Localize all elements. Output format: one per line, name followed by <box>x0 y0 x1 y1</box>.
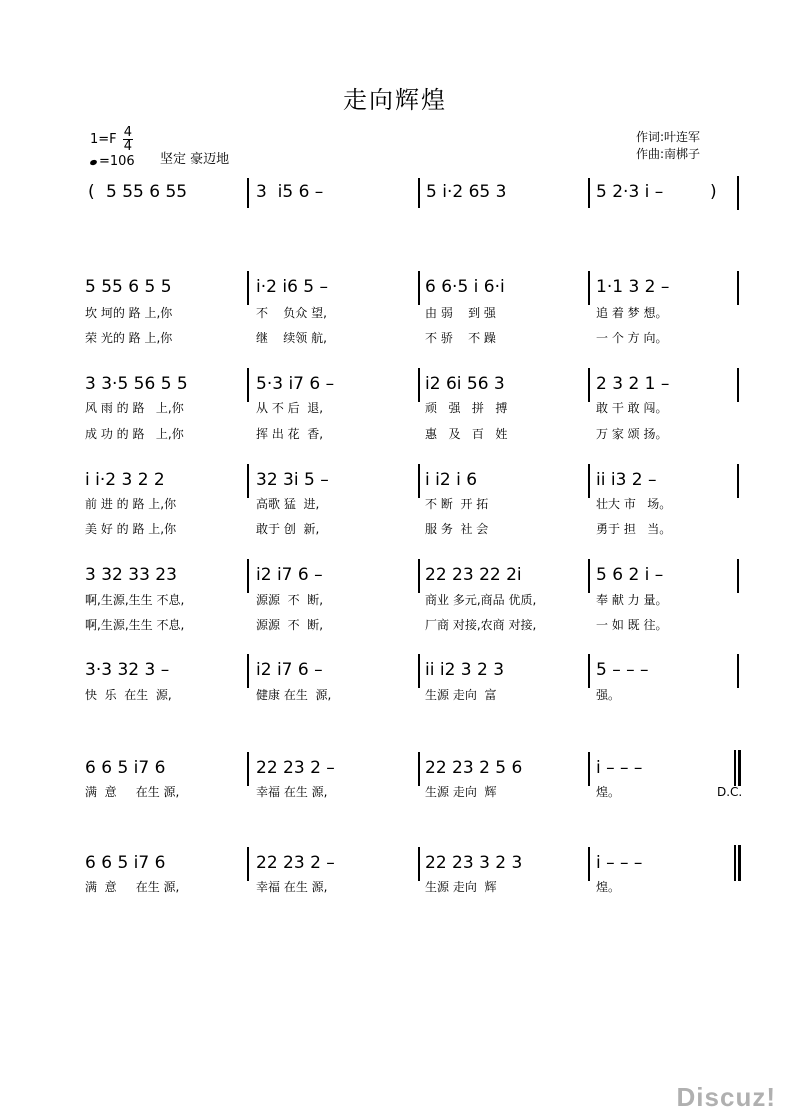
measure: 5 6 2 i – <box>596 565 664 585</box>
measure: 5 – – – <box>596 660 649 680</box>
barline <box>247 752 249 786</box>
intro-open-bracket: ( <box>88 182 95 202</box>
barline <box>588 654 590 688</box>
lyricist: 作词:叶连军 <box>636 130 701 144</box>
intro-measure-3: 5 i·2 65 3 <box>426 182 507 202</box>
barline <box>247 559 249 593</box>
measure: 6 6·5 i 6·i <box>425 277 505 297</box>
barline <box>737 654 739 688</box>
barline <box>588 368 590 402</box>
lyric: 不 断 开 拓 <box>425 497 489 511</box>
lyric: 不 负众 望, <box>256 306 327 320</box>
barline <box>247 464 249 498</box>
final-barline-thin <box>734 845 736 881</box>
lyric: 惠 及 百 姓 <box>425 427 508 441</box>
quarter-note-icon <box>89 159 97 166</box>
measure: i i2 i 6 <box>425 470 478 490</box>
measure: i·2 i6 5 – <box>256 277 329 297</box>
barline <box>737 464 739 498</box>
intro-measure-2: 3 i5 6 – <box>256 182 324 202</box>
final-barline-thin <box>734 750 736 786</box>
da-capo-mark: D.C. <box>717 785 743 799</box>
measure: 22 23 2 – <box>256 758 335 778</box>
barline <box>247 654 249 688</box>
lyric: 满 意 在生 源, <box>85 785 180 799</box>
time-signature: $\frac{4}{4}$ <box>123 125 133 154</box>
lyric: 壮大 市 场。 <box>596 497 672 511</box>
lyric: 啊,生源,生生 不息, <box>85 593 185 607</box>
barline <box>588 559 590 593</box>
barline <box>247 178 249 208</box>
measure: i – – – <box>596 758 643 778</box>
page-title: 走向辉煌 <box>343 86 447 114</box>
lyric: 幸福 在生 源, <box>256 785 328 799</box>
barline <box>418 752 420 786</box>
composer: 作曲:南梆子 <box>636 147 701 161</box>
lyric: 高歌 猛 进, <box>256 497 320 511</box>
lyric: 风 雨 的 路 上,你 <box>85 401 184 415</box>
measure: i2 i7 6 – <box>256 565 323 585</box>
lyric: 追 着 梦 想。 <box>596 306 668 320</box>
lyric: 强。 <box>596 688 621 702</box>
intro-measure-1: 5 55 6 55 <box>106 182 188 202</box>
barline <box>588 464 590 498</box>
measure: 22 23 2 5 6 <box>425 758 523 778</box>
lyric: 源源 不 断, <box>256 593 324 607</box>
measure: 5·3 i7 6 – <box>256 374 335 394</box>
lyric: 一 个 方 向。 <box>596 331 668 345</box>
measure: i – – – <box>596 853 643 873</box>
barline <box>588 271 590 305</box>
measure: 22 23 2 – <box>256 853 335 873</box>
lyric: 荣 光的 路 上,你 <box>85 331 173 345</box>
measure: i2 i7 6 – <box>256 660 323 680</box>
lyric: 啊,生源,生生 不息, <box>85 618 185 632</box>
barline <box>418 178 420 208</box>
measure: 22 23 3 2 3 <box>425 853 523 873</box>
barline <box>418 464 420 498</box>
lyric: 厂商 对接,农商 对接, <box>425 618 537 632</box>
measure: 6 6 5 i7 6 <box>85 853 166 873</box>
lyric: 生源 走向 辉 <box>425 785 497 799</box>
key-label: 1=F <box>90 132 117 147</box>
barline <box>737 368 739 402</box>
measure: 3 3·5 56 5 5 <box>85 374 188 394</box>
lyric: 煌。 <box>596 785 621 799</box>
final-barline-thick <box>738 750 741 786</box>
lyric: 满 意 在生 源, <box>85 880 180 894</box>
lyric: 美 好 的 路 上,你 <box>85 522 177 536</box>
lyric: 健康 在生 源, <box>256 688 332 702</box>
lyric: 商业 多元,商品 优质, <box>425 593 537 607</box>
measure: 5 55 6 5 5 <box>85 277 172 297</box>
lyric: 生源 走向 辉 <box>425 880 497 894</box>
lyric: 从 不 后 退, <box>256 401 324 415</box>
lyric: 挥 出 花 香, <box>256 427 324 441</box>
barline <box>737 271 739 305</box>
barline <box>737 559 739 593</box>
measure: ii i3 2 – <box>596 470 657 490</box>
intro-measure-4: 5 2·3 i – <box>596 182 664 202</box>
lyric: 源源 不 断, <box>256 618 324 632</box>
measure: 3·3 32 3 – <box>85 660 170 680</box>
lyric: 敢 干 敢 闯。 <box>596 401 668 415</box>
barline <box>418 271 420 305</box>
barline <box>418 654 420 688</box>
lyric: 快 乐 在生 源, <box>85 688 172 702</box>
lyric: 服 务 社 会 <box>425 522 489 536</box>
barline <box>588 847 590 881</box>
barline <box>418 559 420 593</box>
lyric: 由 弱 到 强 <box>425 306 496 320</box>
lyric: 奉 献 力 量。 <box>596 593 668 607</box>
lyric: 一 如 既 往。 <box>596 618 668 632</box>
measure: 1·1 3 2 – <box>596 277 670 297</box>
measure: 3 32 33 23 <box>85 565 177 585</box>
measure: i i·2 3 2 2 <box>85 470 165 490</box>
measure: 2 3 2 1 – <box>596 374 670 394</box>
lyric: 前 进 的 路 上,你 <box>85 497 177 511</box>
barline <box>588 752 590 786</box>
barline <box>418 368 420 402</box>
barline <box>588 178 590 208</box>
lyric: 不 骄 不 躁 <box>425 331 496 345</box>
intro-close-bracket: ) <box>710 182 717 202</box>
lyric: 坎 坷的 路 上,你 <box>85 306 173 320</box>
measure: i2 6i 56 3 <box>425 374 505 394</box>
expression-marking: 坚定 豪迈地 <box>160 152 230 167</box>
measure: 6 6 5 i7 6 <box>85 758 166 778</box>
lyric: 煌。 <box>596 880 621 894</box>
tempo-marking: =106 <box>90 154 135 169</box>
barline <box>737 176 739 210</box>
lyric: 顽 强 拼 搏 <box>425 401 508 415</box>
key-signature <box>90 126 133 153</box>
lyric: 敢于 创 新, <box>256 522 320 536</box>
lyric: 幸福 在生 源, <box>256 880 328 894</box>
watermark-logo: Discuz! <box>676 1082 776 1112</box>
final-barline-thick <box>738 845 741 881</box>
barline <box>247 847 249 881</box>
intro-line <box>0 182 790 210</box>
lyric: 万 家 颂 扬。 <box>596 427 668 441</box>
barline <box>418 847 420 881</box>
lyric: 生源 走向 富 <box>425 688 497 702</box>
barline <box>247 271 249 305</box>
measure: 22 23 22 2i <box>425 565 522 585</box>
measure: 32 3i 5 – <box>256 470 329 490</box>
lyric: 勇于 担 当。 <box>596 522 672 536</box>
barline <box>247 368 249 402</box>
lyric: 继 续领 航, <box>256 331 327 345</box>
measure: ii i2 3 2 3 <box>425 660 505 680</box>
lyric: 成 功 的 路 上,你 <box>85 427 184 441</box>
